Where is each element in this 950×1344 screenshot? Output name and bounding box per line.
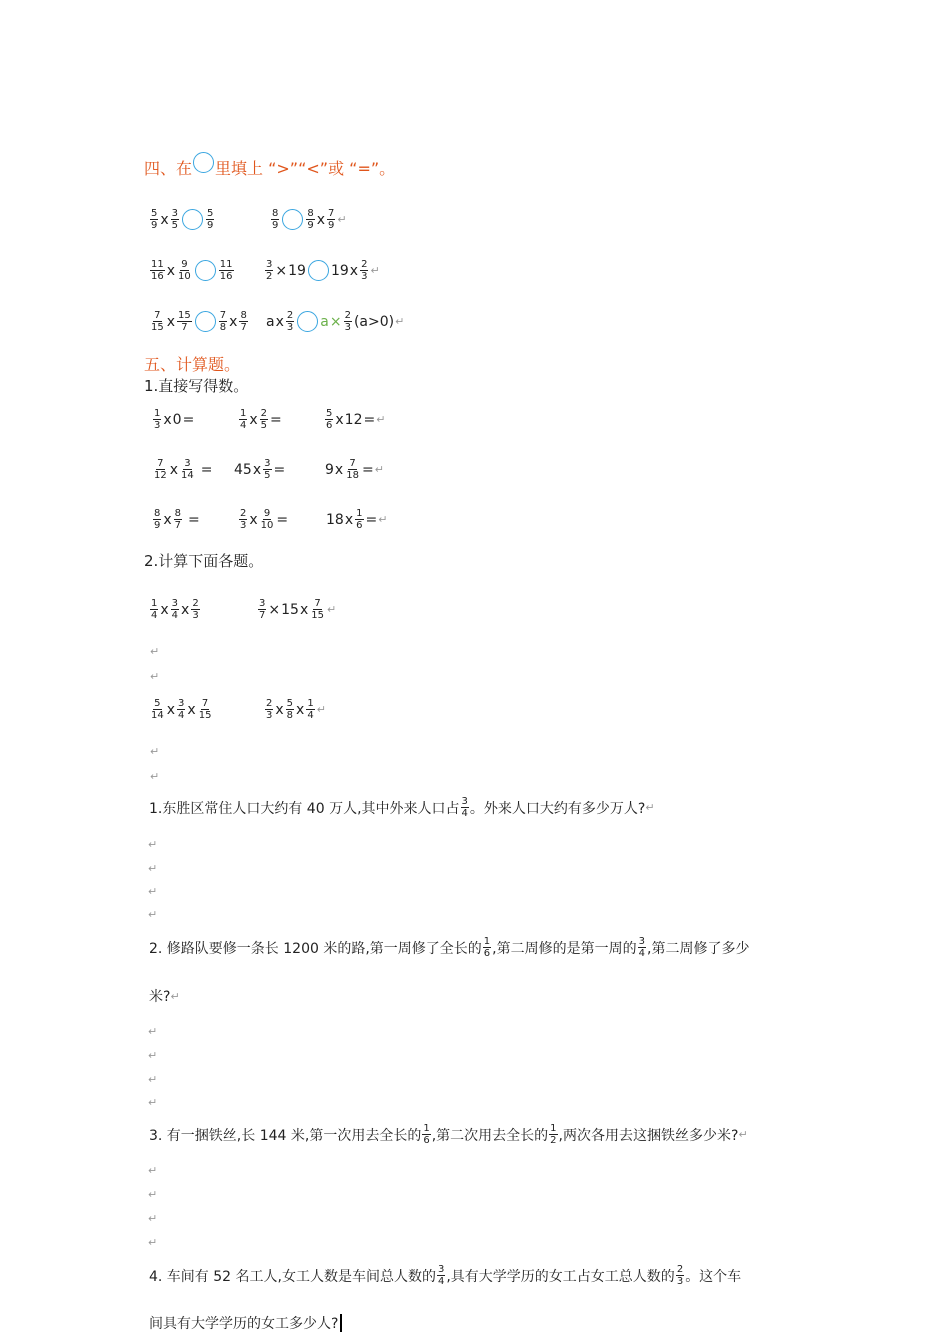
paragraph-mark: ↵ [395, 315, 405, 328]
calc-item: $\frac{2}{3}$ x $\frac{9}{10}$ = [240, 508, 289, 531]
paragraph-mark: ↵ [150, 770, 160, 783]
fraction: $\frac{2}{3}$ [361, 259, 368, 282]
circle-placeholder [193, 152, 214, 173]
paragraph-mark: ↵ [148, 1236, 158, 1249]
paragraph-mark: ↵ [376, 413, 386, 426]
subsection-1-title: 1.直接写得数。 [144, 377, 249, 395]
fraction: $\frac{8}{9}$ [272, 208, 279, 231]
paragraph-mark: ↵ [150, 645, 160, 658]
paragraph-mark: ↵ [148, 1212, 158, 1225]
fraction: $\frac{1}{4}$ [307, 698, 314, 721]
calc-item: $\frac{5}{6}$ x 12 = ↵ [326, 408, 386, 431]
fraction: $\frac{3}{4}$ [171, 598, 179, 621]
compare-circle[interactable] [282, 209, 303, 230]
paragraph-mark: ↵ [738, 1128, 748, 1141]
calc-item: 18 x $\frac{1}{6}$ = ↵ [326, 508, 388, 531]
fraction: $\frac{8}{7}$ [240, 310, 247, 333]
fraction: $\frac{15}{7}$ [178, 310, 191, 333]
fraction: $\frac{5}{9}$ [207, 208, 214, 231]
section-4-title-prefix: 四、在 [144, 159, 193, 178]
paragraph-mark: ↵ [378, 513, 388, 526]
fraction: $\frac{7}{12}$ [154, 458, 167, 481]
fraction: $\frac{3}{4}$ [437, 1264, 445, 1287]
fraction: $\frac{2}{3}$ [240, 508, 247, 531]
fraction: $\frac{3}{14}$ [181, 458, 194, 481]
word-problem-2-cont: 米? ↵ [149, 989, 180, 1005]
paragraph-mark: ↵ [150, 670, 160, 683]
fraction: $\frac{1}{4}$ [240, 408, 247, 431]
compare-item-2: $\frac{8}{9}$ $\frac{8}{9}$ x $\frac{7}{9}$ ↵ [272, 208, 347, 231]
paragraph-mark: ↵ [148, 908, 158, 921]
fraction: $\frac{5}{8}$ [286, 698, 294, 721]
paragraph-mark: ↵ [148, 1188, 158, 1201]
paragraph-mark: ↵ [148, 885, 158, 898]
word-problem-4: 4. 车间有 52 名工人,女工人数是车间总人数的 $\frac{3}{4}$ ,具有大学学历的女工占女工总人数的 $\frac{2}{3}$ 。这个车 [149, 1264, 742, 1287]
paragraph-mark: ↵ [148, 862, 158, 875]
paragraph-mark: ↵ [326, 603, 337, 616]
calc-item: $\frac{8}{9}$ x $\frac{8}{7}$ = [154, 508, 200, 531]
paragraph-mark: ↵ [150, 745, 160, 758]
calc-item: $\frac{1}{4}$ x $\frac{2}{5}$ = [240, 408, 282, 431]
fraction: $\frac{1}{6}$ [423, 1123, 430, 1146]
compare-item-1: $\frac{5}{9}$ x $\frac{3}{5}$ $\frac{5}{9}$ [151, 208, 214, 231]
fraction: $\frac{5}{6}$ [326, 408, 333, 431]
fraction: $\frac{1}{6}$ [483, 936, 491, 959]
fraction: $\frac{9}{10}$ [260, 508, 274, 531]
fraction: $\frac{2}{3}$ [676, 1264, 684, 1287]
compare-circle[interactable] [308, 260, 329, 281]
fraction: $\frac{3}{7}$ [259, 598, 266, 621]
paragraph-mark: ↵ [148, 1073, 158, 1086]
fraction: $\frac{11}{16}$ [219, 259, 233, 282]
section-4-title [144, 156, 395, 179]
paragraph-mark: ↵ [148, 1025, 158, 1038]
section-4-title-suffix: 里填上 “>”“<”或 “=”。 [215, 159, 396, 178]
fraction: $\frac{7}{15}$ [198, 698, 212, 721]
compare-circle[interactable] [195, 311, 216, 332]
fraction: $\frac{8}{9}$ [307, 208, 314, 231]
fraction: $\frac{11}{16}$ [151, 259, 164, 282]
calc-item: $\frac{1}{3}$ x 0 = [154, 408, 195, 431]
fraction: $\frac{2}{3}$ [192, 598, 199, 621]
compare-circle[interactable] [297, 311, 318, 332]
fraction: $\frac{7}{8}$ [219, 310, 227, 333]
paragraph-mark: ↵ [148, 1164, 158, 1177]
fraction: $\frac{7}{18}$ [346, 458, 359, 481]
word-problem-2: 2. 修路队要修一条长 1200 米的路,第一周修了全长的 $\frac{1}{6}$ ,第二周修的是第一周的 $\frac{3}{4}$ ,第二周修了多少 [149, 936, 750, 959]
compare-item-4: $\frac{3}{2}$ × 19 19 x $\frac{2}{3}$ ↵ [266, 259, 380, 282]
paragraph-mark: ↵ [645, 801, 655, 814]
fraction: $\frac{1}{6}$ [356, 508, 363, 531]
fraction: $\frac{3}{5}$ [171, 208, 179, 231]
fraction: $\frac{3}{5}$ [264, 458, 271, 481]
calc-item: $\frac{5}{14}$ x $\frac{3}{4}$ x $\frac{7}{15}$ [151, 698, 212, 721]
fraction: $\frac{2}{3}$ [286, 310, 294, 333]
compare-circle[interactable] [182, 209, 203, 230]
paragraph-mark: ↵ [170, 989, 180, 1003]
fraction: $\frac{3}{4}$ [178, 698, 185, 721]
compare-item-3: $\frac{11}{16}$ x $\frac{9}{10}$ $\frac{11}{16}$ [151, 259, 233, 282]
fraction: $\frac{7}{9}$ [328, 208, 335, 231]
word-problem-1: 1.东胜区常住人口大约有 40 万人,其中外来人口占 $\frac{3}{4}$ 。外来人口大约有多少万人? ↵ [149, 796, 655, 819]
fraction: $\frac{3}{4}$ [638, 936, 645, 959]
fraction: $\frac{8}{7}$ [174, 508, 182, 531]
paragraph-mark: ↵ [374, 463, 384, 476]
calc-item: 45 x $\frac{3}{5}$ = [234, 458, 286, 481]
fraction: $\frac{3}{4}$ [461, 796, 468, 819]
calc-item: $\frac{7}{12}$ x $\frac{3}{14}$ = [154, 458, 213, 481]
fraction: $\frac{5}{9}$ [151, 208, 158, 231]
section-5-title: 五、计算题。 [144, 355, 241, 374]
paragraph-mark: ↵ [337, 213, 347, 226]
subsection-2-title: 2.计算下面各题。 [144, 552, 264, 570]
fraction: $\frac{9}{10}$ [178, 259, 191, 282]
fraction: $\frac{1}{2}$ [550, 1123, 557, 1146]
compare-circle[interactable] [195, 260, 216, 281]
paragraph-mark: ↵ [370, 264, 380, 277]
fraction: $\frac{2}{3}$ [266, 698, 273, 721]
paragraph-mark: ↵ [148, 1096, 158, 1109]
compare-item-5: $\frac{7}{15}$ x $\frac{15}{7}$ $\frac{7}{8}$ x $\frac{8}{7}$ [151, 310, 247, 333]
fraction: $\frac{5}{14}$ [151, 698, 164, 721]
calc-item: $\frac{3}{7}$ × 15 x $\frac{7}{15}$ ↵ [259, 598, 337, 621]
fraction: $\frac{7}{15}$ [151, 310, 164, 333]
compare-item-6: a x $\frac{2}{3}$ a × $\frac{2}{3}$ (a>0) ↵ [266, 310, 405, 333]
word-problem-4-cont: 间具有大学学历的女工多少人? [149, 1313, 342, 1333]
fraction: $\frac{3}{2}$ [266, 259, 273, 282]
fraction: $\frac{7}{15}$ [311, 598, 324, 621]
calc-item: 9 x $\frac{7}{18}$ = ↵ [325, 458, 384, 481]
calc-item: $\frac{1}{4}$ x $\frac{3}{4}$ x $\frac{2}{3}$ [151, 598, 199, 621]
paragraph-mark: ↵ [148, 838, 158, 851]
paragraph-mark: ↵ [148, 1049, 158, 1062]
fraction: $\frac{8}{9}$ [154, 508, 161, 531]
fraction: $\frac{2}{5}$ [260, 408, 268, 431]
calc-item: $\frac{2}{3}$ x $\frac{5}{8}$ x $\frac{1}{4}$ ↵ [266, 698, 326, 721]
fraction: $\frac{1}{3}$ [154, 408, 161, 431]
paragraph-mark: ↵ [316, 703, 326, 716]
text-cursor [340, 1314, 342, 1332]
fraction: $\frac{1}{4}$ [151, 598, 158, 621]
fraction: $\frac{2}{3}$ [344, 310, 351, 333]
word-problem-3: 3. 有一捆铁丝,长 144 米,第一次用去全长的 $\frac{1}{6}$ ,第二次用去全长的 $\frac{1}{2}$ ,两次各用去这捆铁丝多少米? ↵ [149, 1123, 748, 1146]
